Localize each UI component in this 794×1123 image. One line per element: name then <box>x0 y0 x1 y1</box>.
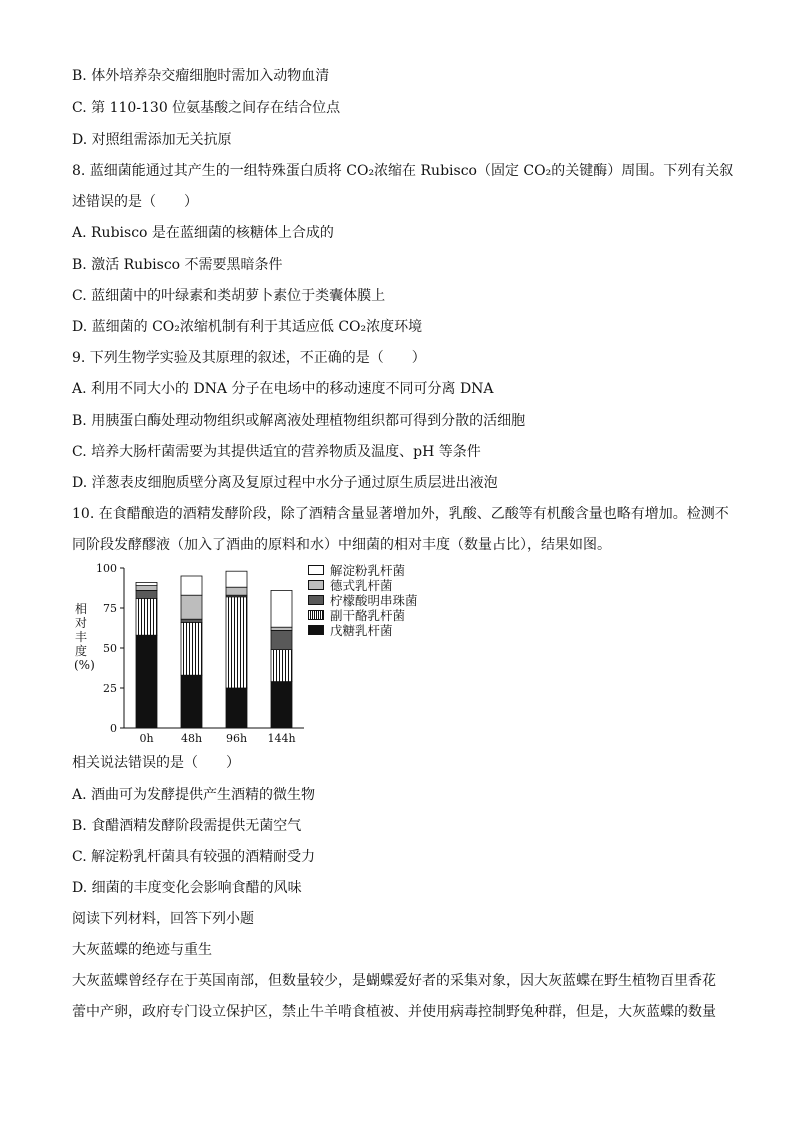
bar-segment <box>136 586 157 591</box>
chart-legend <box>308 562 508 637</box>
option-7d: D. 对照组需添加无关抗原 <box>72 132 232 148</box>
reading-paragraph-line1: 大灰蓝蝶曾经存在于英国南部，但数量较少，是蝴蝶爱好者的采集对象，因大灰蓝蝶在野生植物百里香花 <box>72 973 716 989</box>
y-tick-label: 50 <box>103 642 117 655</box>
option-7c: C. 第 110-130 位氨基酸之间存在结合位点 <box>72 100 341 116</box>
reading-paragraph-line2: 蕾中产卵，政府专门设立保护区，禁止牛羊啃食植被、并使用病毒控制野兔种群，但是，大灰蓝蝶的数量 <box>72 1004 716 1020</box>
legend-label: 解淀粉乳杆菌 <box>330 562 406 578</box>
bar-segment <box>271 630 292 649</box>
question-8-stem-line2: 述错误的是（ ） <box>72 194 198 210</box>
option-10b: B. 食醋酒精发酵阶段需提供无菌空气 <box>72 818 302 834</box>
bar-segment <box>271 590 292 627</box>
bar-segment <box>136 582 157 585</box>
option-8c: C. 蓝细菌中的叶绿素和类胡萝卜素位于类囊体膜上 <box>72 288 386 304</box>
x-tick-label: 144h <box>267 732 296 745</box>
bar-segment <box>271 627 292 630</box>
option-9b: B. 用胰蛋白酶处理动物组织或解离液处理植物组织都可得到分散的活细胞 <box>72 413 526 429</box>
x-tick-label: 0h <box>139 732 154 745</box>
bar-segment <box>136 635 157 728</box>
legend-item <box>308 622 508 637</box>
option-10c: C. 解淀粉乳杆菌具有较强的酒精耐受力 <box>72 849 316 865</box>
question-9-stem: 9. 下列生物学实验及其原理的叙述，不正确的是（ ） <box>72 350 426 366</box>
legend-swatch <box>308 610 324 620</box>
bar-segment <box>226 571 247 587</box>
legend-label: 柠檬酸明串珠菌 <box>330 592 418 608</box>
legend-swatch <box>308 595 324 605</box>
legend-label: 戊糖乳杆菌 <box>330 622 393 638</box>
question-10-stem-line1: 10. 在食醋酿造的酒精发酵阶段，除了酒精含量显著增加外，乳酸、乙酸等有机酸含量也略有增加。检测不 <box>72 506 729 522</box>
y-tick-label: 0 <box>110 722 117 735</box>
legend-swatch <box>308 625 324 635</box>
bar-segment <box>271 650 292 682</box>
bar-segment <box>181 622 202 675</box>
y-tick-label: 100 <box>96 562 117 575</box>
option-8b: B. 激活 Rubisco 不需要黑暗条件 <box>72 257 283 273</box>
option-9d: D. 洋葱表皮细胞质壁分离及复原过程中水分子通过原生质层进出液泡 <box>72 475 498 491</box>
y-tick-label: 75 <box>103 602 117 615</box>
y-tick-label: 25 <box>103 682 117 695</box>
option-8d: D. 蓝细菌的 CO₂浓缩机制有利于其适应低 CO₂浓度环境 <box>72 319 423 335</box>
bar-segment <box>226 597 247 688</box>
legend-swatch <box>308 580 324 590</box>
option-9c: C. 培养大肠杆菌需要为其提供适宜的营养物质及温度、pH 等条件 <box>72 444 481 460</box>
bar-segment <box>181 675 202 728</box>
bar-segment <box>226 587 247 595</box>
bar-segment <box>271 682 292 728</box>
x-tick-label: 96h <box>225 732 248 745</box>
chart-y-axis-label: 相对丰度(%) <box>74 602 95 672</box>
bar-segment <box>136 590 157 598</box>
bar-segment <box>181 576 202 595</box>
legend-label: 德式乳杆菌 <box>330 577 393 593</box>
bar-segment <box>181 619 202 622</box>
question-10-prompt: 相关说法错误的是（ ） <box>72 755 240 771</box>
option-7b: B. 体外培养杂交瘤细胞时需加入动物血清 <box>72 68 330 84</box>
option-8a: A. Rubisco 是在蓝细菌的核糖体上合成的 <box>72 225 334 241</box>
option-10d: D. 细菌的丰度变化会影响食醋的风味 <box>72 880 302 896</box>
reading-title: 大灰蓝蝶的绝迹与重生 <box>72 942 212 958</box>
reading-instruction: 阅读下列材料，回答下列小题 <box>72 911 254 927</box>
option-9a: A. 利用不同大小的 DNA 分子在电场中的移动速度不同可分离 DNA <box>72 381 494 397</box>
option-10a: A. 酒曲可为发酵提供产生酒精的微生物 <box>72 787 316 803</box>
legend-label: 副干酪乳杆菌 <box>330 607 406 623</box>
question-10-stem-line2: 同阶段发酵醪液（加入了酒曲的原料和水）中细菌的相对丰度（数量占比），结果如图。 <box>72 537 611 553</box>
bar-segment <box>226 688 247 728</box>
bar-segment <box>136 598 157 635</box>
x-tick-label: 48h <box>180 732 203 745</box>
question-8-stem-line1: 8. 蓝细菌能通过其产生的一组特殊蛋白质将 CO₂浓缩在 Rubisco（固定 CO₂的关键酶）周围。下列有关叙 <box>72 163 734 179</box>
legend-swatch <box>308 565 324 575</box>
bar-segment <box>181 595 202 619</box>
